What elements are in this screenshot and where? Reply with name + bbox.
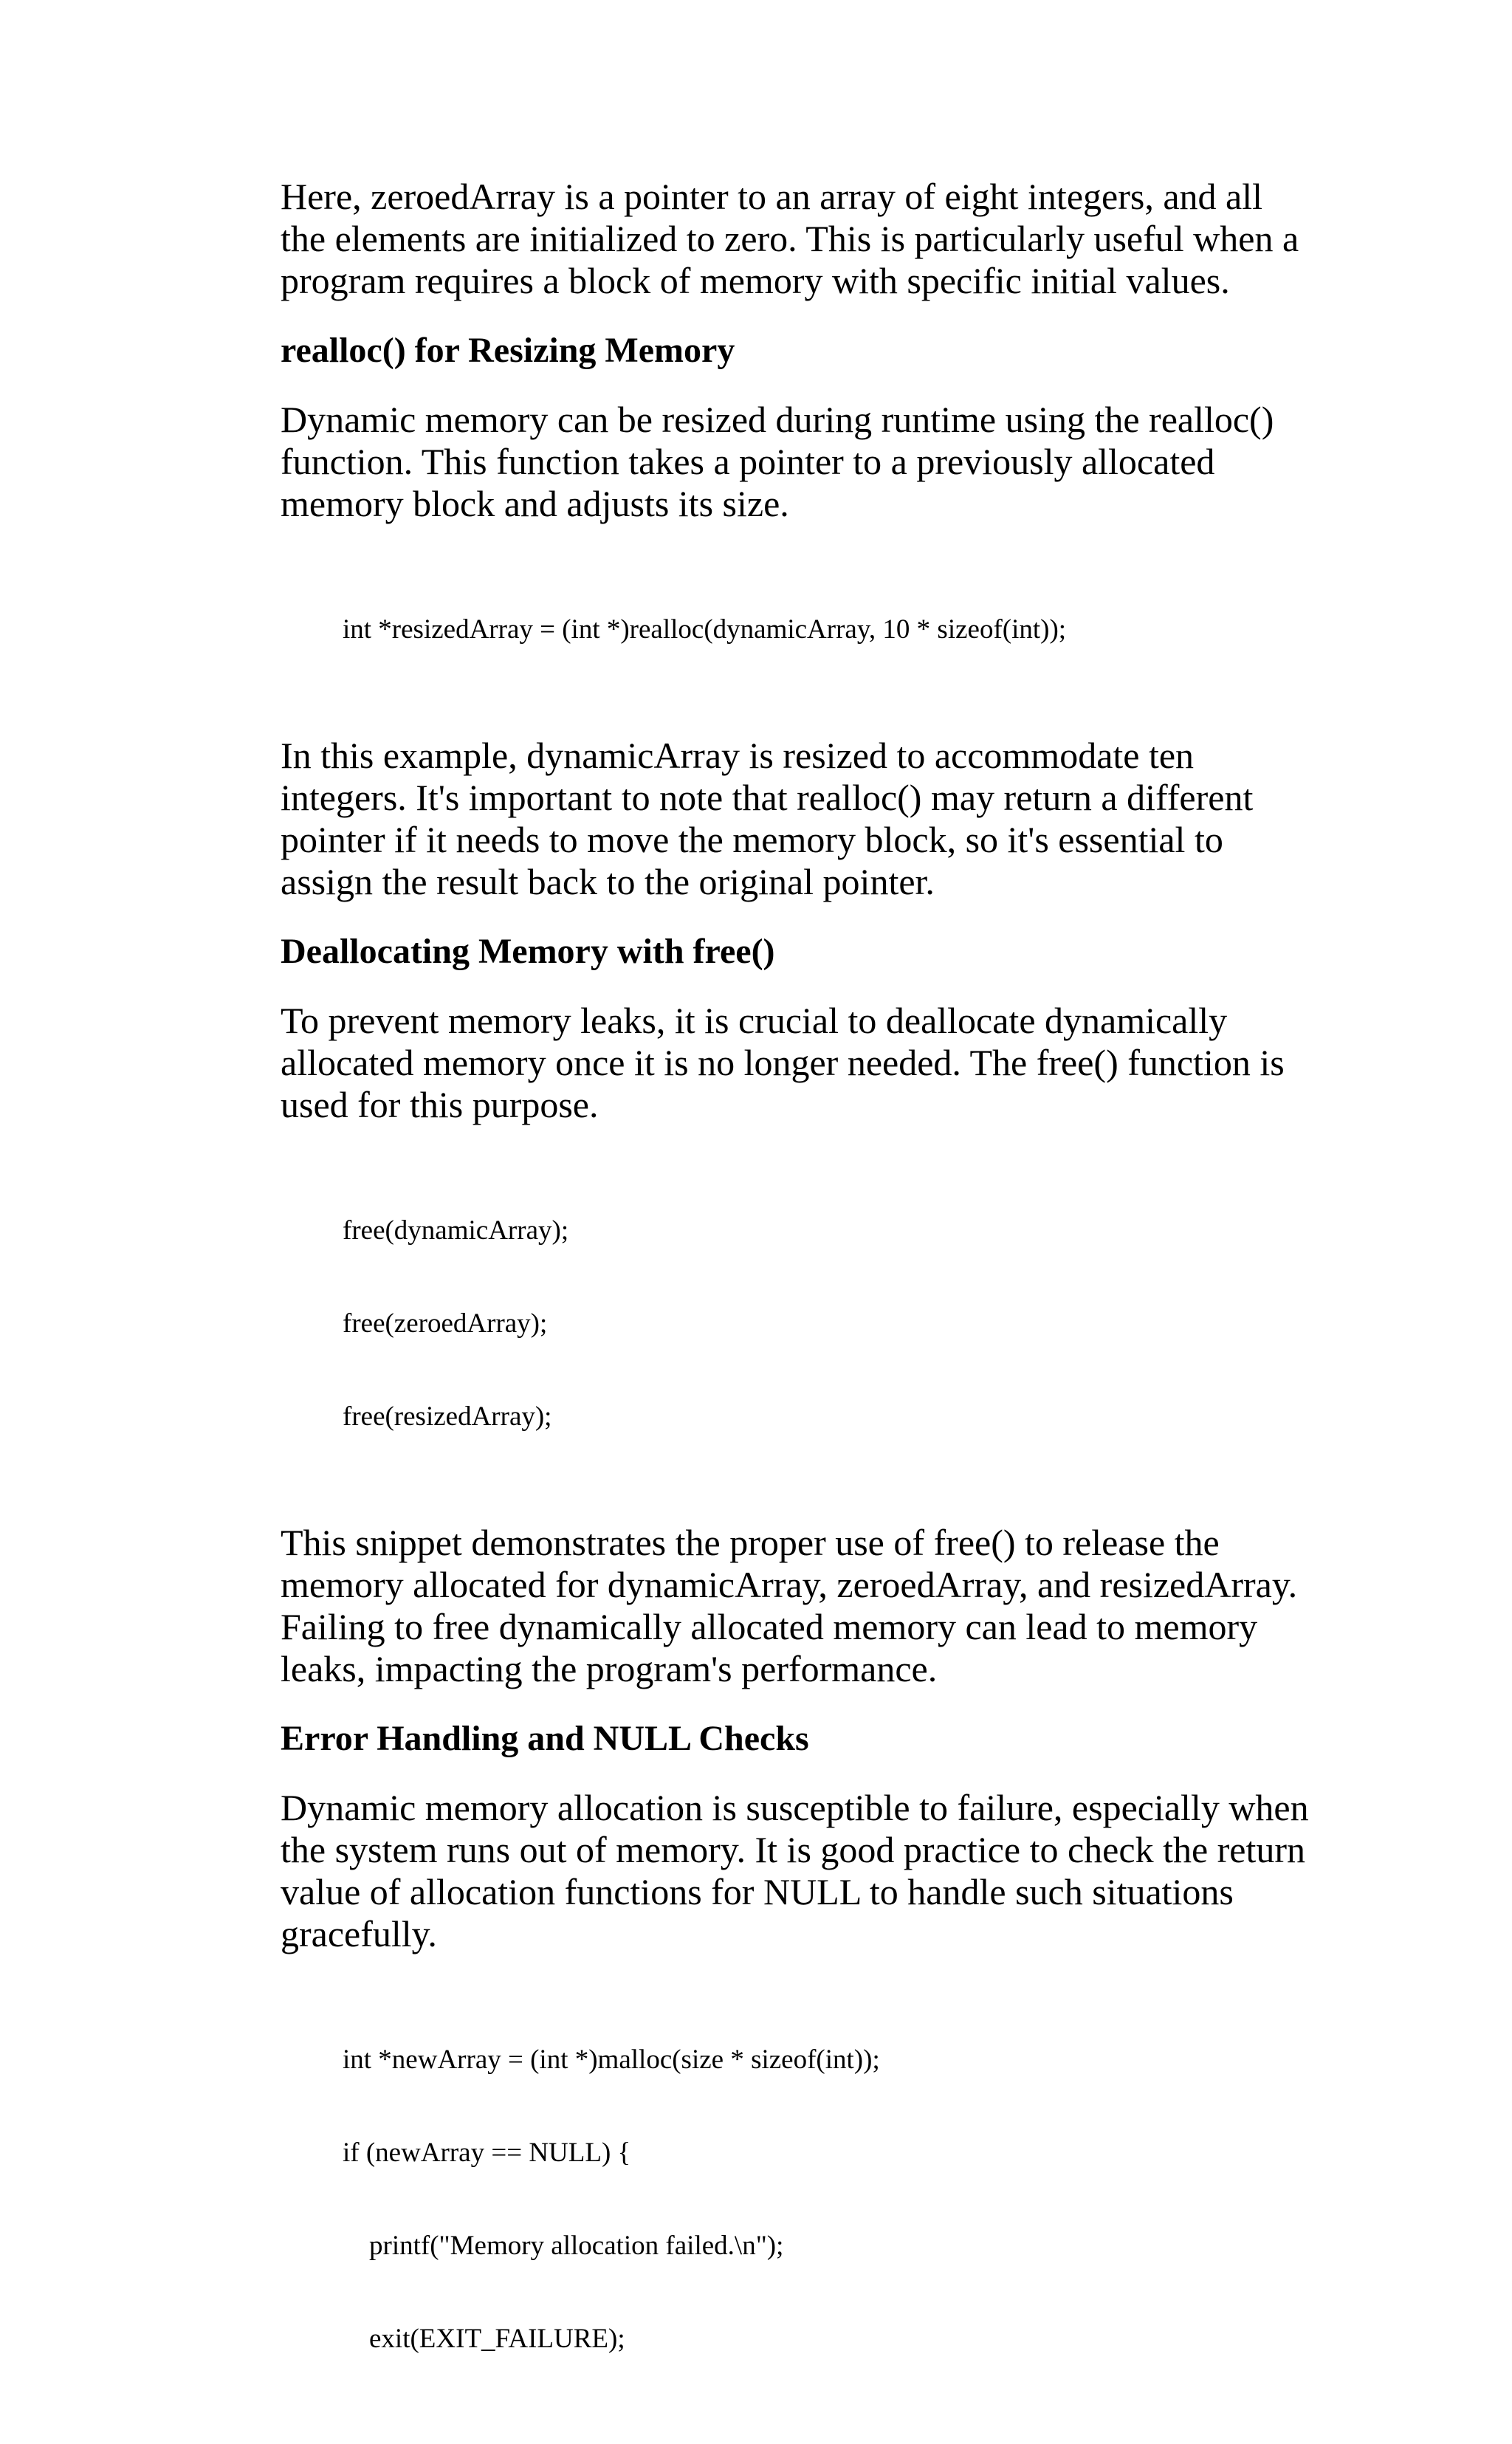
code-line: exit(EXIT_FAILURE); xyxy=(369,2324,625,2354)
text-line: assign the result back to the original pointer. xyxy=(281,861,935,902)
text-line: used for this purpose. xyxy=(281,1084,599,1125)
paragraph-free-intro xyxy=(281,1000,1314,1126)
paragraph-zeroed-array xyxy=(281,176,1314,302)
text-line: leaks, impacting the program's performance. xyxy=(281,1648,938,1689)
code-line: free(zeroedArray); xyxy=(343,1308,548,1339)
text-line: memory allocated for dynamicArray, zeroedArray, and resizedArray. xyxy=(281,1564,1298,1605)
paragraph-realloc-intro xyxy=(281,399,1314,525)
heading-free: Deallocating Memory with free() xyxy=(281,932,775,971)
code-line: printf("Memory allocation failed.\n"); xyxy=(369,2231,784,2261)
text-line: function. This function takes a pointer to a previously allocated xyxy=(281,441,1215,482)
code-block-free xyxy=(343,1153,1314,1494)
heading-realloc: realloc() for Resizing Memory xyxy=(281,331,735,370)
code-line: int *newArray = (int *)malloc(size * sizeof(int)); xyxy=(343,2045,880,2075)
text-line: memory block and adjusts its size. xyxy=(281,483,789,524)
text-line: To prevent memory leaks, it is crucial to deallocate dynamically xyxy=(281,1000,1228,1041)
code-block-realloc xyxy=(343,552,1314,707)
text-line: Failing to free dynamically allocated memory can lead to memory xyxy=(281,1606,1258,1647)
text-line: This snippet demonstrates the proper use of free() to release the xyxy=(281,1522,1220,1563)
text-line: allocated memory once it is no longer needed. The free() function is xyxy=(281,1042,1285,1083)
text-line: integers. It's important to note that realloc() may return a different xyxy=(281,777,1254,818)
paragraph-free-explanation xyxy=(281,1522,1314,1690)
heading-error-handling: Error Handling and NULL Checks xyxy=(281,1719,809,1758)
text-line: pointer if it needs to move the memory block, so it's essential to xyxy=(281,819,1223,860)
text-line: In this example, dynamicArray is resized to accommodate ten xyxy=(281,735,1195,776)
text-line: value of allocation functions for NULL to handle such situations xyxy=(281,1871,1234,1912)
code-line: free(resizedArray); xyxy=(343,1401,552,1432)
text-line: Dynamic memory allocation is susceptible to failure, especially when xyxy=(281,1787,1309,1828)
text-line: gracefully. xyxy=(281,1913,437,1954)
text-line: Dynamic memory can be resized during runtime using the realloc() xyxy=(281,399,1274,440)
text-line: Here, zeroedArray is a pointer to an array of eight integers, and all xyxy=(281,176,1262,217)
code-line: if (newArray == NULL) { xyxy=(343,2138,631,2168)
text-line: the system runs out of memory. It is good practice to check the return xyxy=(281,1829,1306,1870)
paragraph-realloc-example xyxy=(281,735,1314,903)
text-line: the elements are initialized to zero. This is particularly useful when a xyxy=(281,218,1299,259)
paragraph-error-handling xyxy=(281,1787,1314,1955)
code-block-null-check xyxy=(343,1983,1314,2417)
code-line: free(dynamicArray); xyxy=(343,1215,569,1246)
text-line: program requires a block of memory with specific initial values. xyxy=(281,260,1230,301)
code-line: int *resizedArray = (int *)realloc(dynamicArray, 10 * sizeof(int)); xyxy=(343,614,1067,645)
document-page xyxy=(281,176,1314,2444)
